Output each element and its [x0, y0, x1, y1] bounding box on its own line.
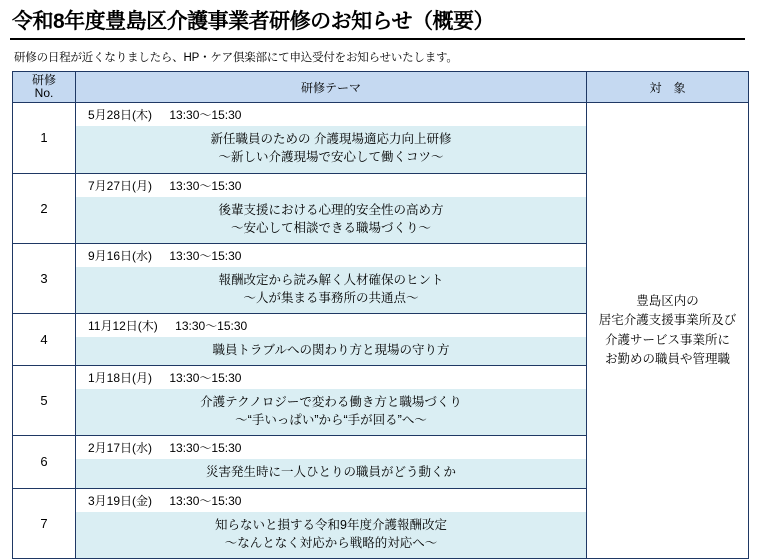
row-theme-cell — [76, 366, 587, 436]
row-number: 4 — [13, 314, 76, 366]
row-theme-line1: 新任職員のための 介護現場適応力向上研修 — [210, 132, 452, 147]
row-date-line — [76, 314, 586, 337]
row-date: 1月18日(月) — [88, 371, 153, 386]
row-theme-line2: ～なんとなく対応から戦略的対応へ～ — [224, 535, 438, 550]
row-date-line — [76, 366, 586, 389]
target-line-3: 介護サービス事業所に — [604, 332, 730, 347]
row-date-line — [76, 244, 586, 267]
title-divider — [10, 38, 745, 40]
column-header-no-line1: 研修 — [31, 73, 56, 88]
row-theme-cell — [76, 173, 587, 243]
row-number: 5 — [13, 366, 76, 436]
column-header-no-line2: No. — [34, 86, 54, 101]
row-date-line — [76, 489, 586, 512]
row-date-line — [76, 103, 586, 126]
row-theme-line1: 報酬改定から読み解く人材確保のヒント — [218, 272, 444, 287]
target-line-1: 豊島区内の — [636, 293, 699, 308]
row-theme-line1: 知らないと損する令和9年度介護報酬改定 — [215, 517, 447, 532]
row-date: 2月17日(水) — [88, 441, 153, 456]
row-time: 13:30～15:30 — [169, 493, 242, 508]
row-number: 2 — [13, 173, 76, 243]
target-line-4: お勤めの職員や管理職 — [604, 351, 730, 366]
row-theme-line1: 職員トラブルへの関わり方と現場の守り方 — [212, 343, 450, 358]
row-time: 13:30～15:30 — [169, 248, 242, 263]
target-cell — [587, 103, 749, 559]
row-number: 1 — [13, 103, 76, 173]
row-theme-cell — [76, 436, 587, 488]
row-theme-cell — [76, 243, 587, 313]
table-row — [13, 103, 749, 173]
training-schedule-table — [12, 71, 749, 559]
row-theme-cell — [76, 103, 587, 173]
row-theme-text — [76, 337, 586, 365]
column-header-target: 対 象 — [587, 72, 749, 103]
row-theme-cell — [76, 314, 587, 366]
row-date: 9月16日(水) — [88, 248, 153, 263]
table-body — [13, 103, 749, 559]
row-theme-cell — [76, 488, 587, 558]
row-theme-text — [76, 512, 586, 558]
row-number: 3 — [13, 243, 76, 313]
row-theme-line1: 災害発生時に一人ひとりの職員がどう動くか — [205, 465, 456, 480]
page-title: 令和8年度豊島区介護事業者研修のお知らせ（概要） — [12, 10, 495, 33]
row-number: 7 — [13, 488, 76, 558]
row-date: 3月19日(金) — [88, 493, 153, 508]
row-theme-text — [76, 459, 586, 487]
row-theme-line2: ～安心して相談できる職場づくり～ — [230, 220, 431, 235]
row-theme-line2: ～“手いっぱい”から“手が回る”へ～ — [235, 413, 427, 428]
row-date-line — [76, 174, 586, 197]
row-time: 13:30～15:30 — [169, 178, 242, 193]
row-theme-line1: 後輩支援における心理的安全性の高め方 — [218, 202, 444, 217]
table-header — [13, 72, 749, 103]
target-line-2: 居宅介護支援事業所及び — [598, 313, 737, 328]
row-theme-line1: 介護テクノロジーで変わる働き方と職場づくり — [200, 395, 462, 410]
row-theme-text — [76, 197, 586, 243]
column-header-theme: 研修テーマ — [76, 72, 587, 103]
row-theme-line2: ～人が集まる事務所の共通点～ — [243, 290, 419, 305]
lead-paragraph: 研修の日程が近くなりましたら、HP・ケア倶楽部にて申込受付をお知らせいたします。 — [14, 52, 458, 65]
row-date: 5月28日(木) — [88, 108, 153, 123]
row-date-line — [76, 436, 586, 459]
row-time: 13:30～15:30 — [169, 371, 242, 386]
row-number: 6 — [13, 436, 76, 488]
column-header-no — [13, 72, 76, 103]
row-theme-text — [76, 267, 586, 313]
row-time: 13:30～15:30 — [169, 441, 242, 456]
row-theme-text — [76, 126, 586, 172]
row-theme-text — [76, 389, 586, 435]
row-date: 7月27日(月) — [88, 178, 153, 193]
table-header-row — [13, 72, 749, 103]
row-theme-line2: ～新しい介護現場で安心して働くコツ～ — [218, 150, 444, 165]
row-time: 13:30～15:30 — [175, 319, 248, 334]
row-time: 13:30～15:30 — [169, 108, 242, 123]
row-date: 11月12日(木) — [88, 319, 158, 334]
